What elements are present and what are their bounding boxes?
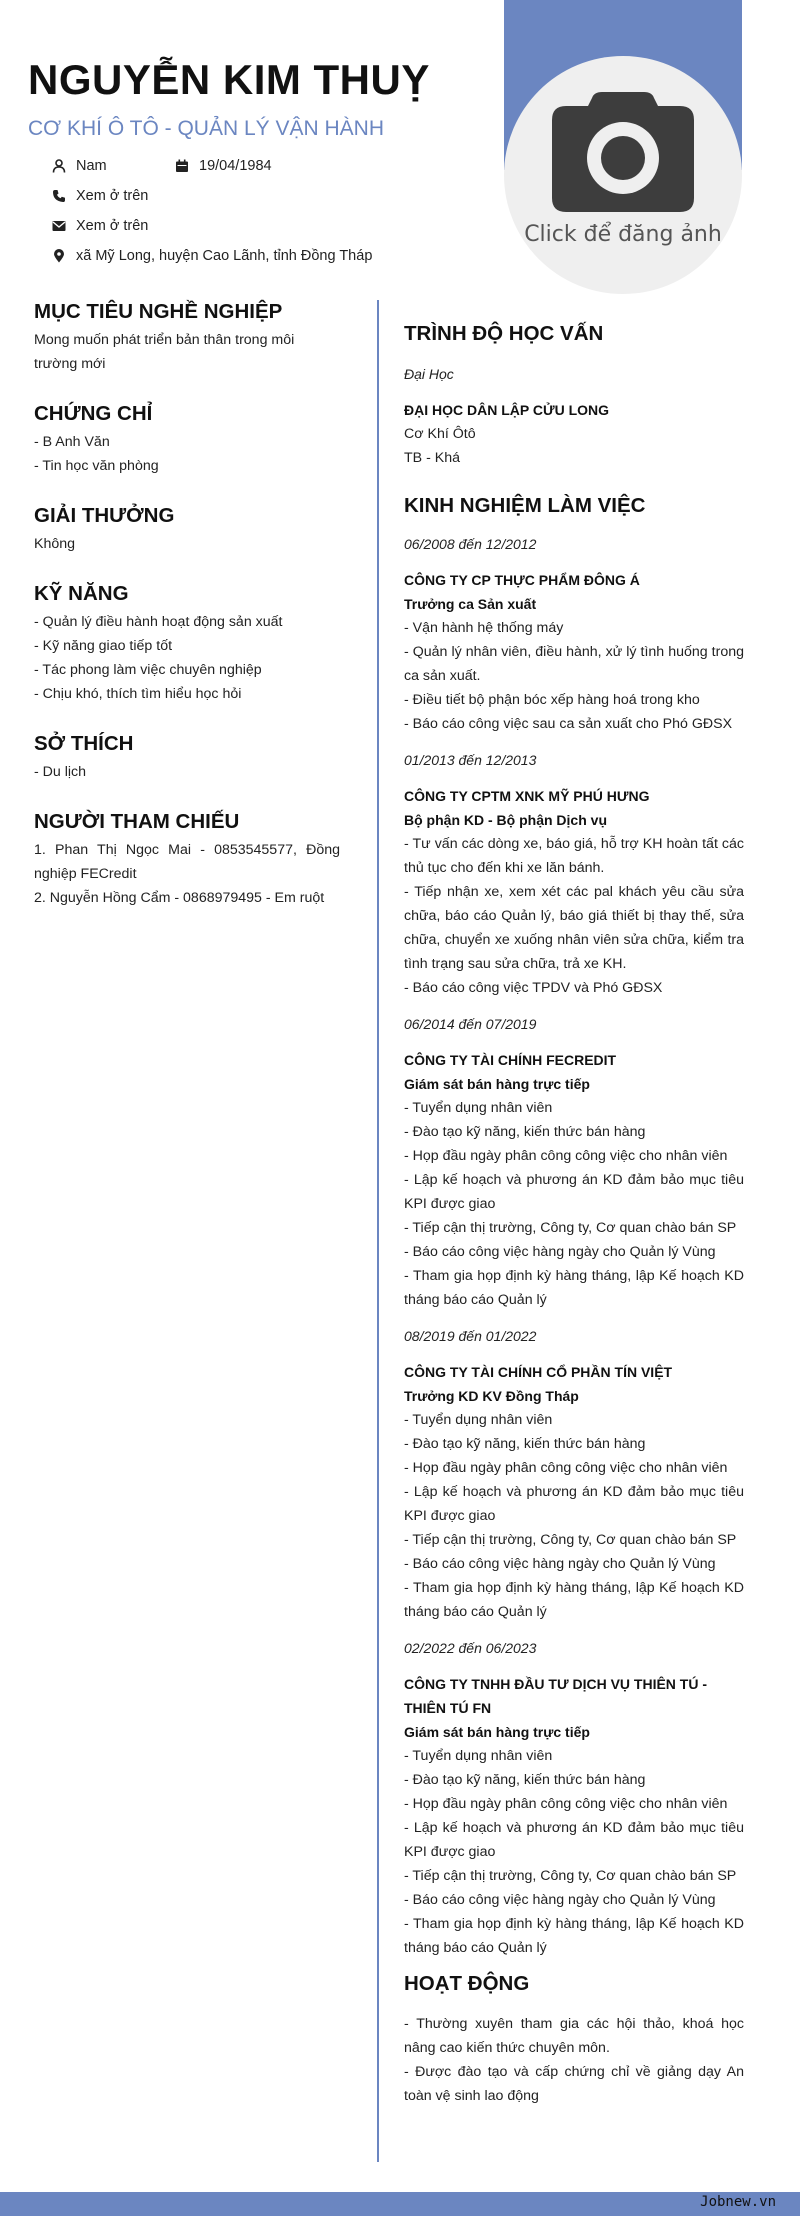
experience-duty: - Báo cáo công việc hàng ngày cho Quản lý Vùng xyxy=(404,1556,716,1572)
left-column xyxy=(34,300,340,940)
experience-duty: - Lập kế hoạch và phương án KD đảm bảo mục tiêu KPI được giao xyxy=(404,1820,744,1860)
list-item: - Quản lý điều hành hoạt động sản xuất xyxy=(34,614,283,630)
experience-position: Giám sát bán hàng trực tiếp xyxy=(404,1724,590,1740)
experience-duty: - Tiếp nhận xe, xem xét các pal khách yêu cầu sửa chữa, báo cáo Quản lý, báo giá thiết bị thay thế, sửa chữa, chuyển xe xuống nhân viên sửa chữa, kiểm tra tình trạng sau sửa chữa, trả xe KH. xyxy=(404,884,744,972)
activities-heading: HOẠT ĐỘNG xyxy=(404,1972,530,1995)
objective-heading: MỤC TIÊU NGHỀ NGHIỆP xyxy=(34,300,283,323)
experience-period: 02/2022 đến 06/2023 xyxy=(404,1640,537,1656)
education-heading: TRÌNH ĐỘ HỌC VẤN xyxy=(404,322,604,345)
birthday-value: 19/04/1984 xyxy=(199,158,272,174)
experience-duty: - Lập kế hoạch và phương án KD đảm bảo mục tiêu KPI được giao xyxy=(404,1484,744,1524)
list-item: - B Anh Văn xyxy=(34,434,110,450)
map-pin-icon xyxy=(52,249,66,263)
list-item: - Kỹ năng giao tiếp tốt xyxy=(34,638,173,654)
address-value: xã Mỹ Long, huyện Cao Lãnh, tỉnh Đồng Tháp xyxy=(76,248,373,264)
experience-item xyxy=(404,532,744,736)
experience-heading: KINH NGHIỆM LÀM VIỆC xyxy=(404,494,646,517)
contact-birthday xyxy=(175,158,272,174)
certificates-heading: CHỨNG CHỈ xyxy=(34,402,153,425)
experience-duty: - Tuyển dụng nhân viên xyxy=(404,1748,553,1764)
right-column xyxy=(404,322,744,2108)
contact-gender xyxy=(52,158,107,174)
experience-duty: - Điều tiết bộ phận bóc xếp hàng hoá trong kho xyxy=(404,692,700,708)
contact-phone xyxy=(52,188,148,204)
experience-duty: - Báo cáo công việc sau ca sản xuất cho Phó GĐSX xyxy=(404,716,733,732)
candidate-name: NGUYỄN KIM THUỴ xyxy=(28,56,430,103)
gender-value: Nam xyxy=(76,158,107,174)
experience-item xyxy=(404,1636,744,1960)
experience-position: Trưởng ca Sản xuất xyxy=(404,596,537,612)
photo-upload-label: Click để đăng ảnh xyxy=(524,222,722,247)
experience-period: 06/2008 đến 12/2012 xyxy=(404,536,537,552)
email-value: Xem ở trên xyxy=(76,218,149,234)
phone-icon xyxy=(52,189,66,203)
experience-duty: - Đào tạo kỹ năng, kiến thức bán hàng xyxy=(404,1772,646,1788)
experience-duty: - Tham gia họp định kỳ hàng tháng, lập Kế hoạch KD tháng báo cáo Quản lý xyxy=(404,1916,744,1956)
experience-duty: - Vận hành hệ thống máy xyxy=(404,620,564,636)
education-grade: TB - Khá xyxy=(404,450,460,466)
experience-item xyxy=(404,748,744,1000)
skills-section xyxy=(34,582,340,706)
column-divider xyxy=(377,300,379,2162)
experience-period: 08/2019 đến 01/2022 xyxy=(404,1328,537,1344)
experience-item xyxy=(404,1012,744,1312)
job-title: CƠ KHÍ Ô TÔ - QUẢN LÝ VẬN HÀNH xyxy=(28,117,385,140)
education-level: Đại Học xyxy=(404,366,454,382)
awards-heading: GIẢI THƯỞNG xyxy=(34,504,175,527)
envelope-icon xyxy=(52,219,66,233)
certificates-section xyxy=(34,402,340,478)
experience-duty: - Tuyển dụng nhân viên xyxy=(404,1412,553,1428)
references-section xyxy=(34,810,340,910)
list-item: - Tin học văn phòng xyxy=(34,458,159,474)
experience-duty: - Tiếp cận thị trường, Công ty, Cơ quan chào bán SP xyxy=(404,1532,737,1548)
references-heading: NGƯỜI THAM CHIẾU xyxy=(34,810,240,833)
education-school: ĐẠI HỌC DÂN LẬP CỬU LONG xyxy=(404,402,610,418)
contact-address xyxy=(52,248,372,264)
experience-section xyxy=(404,494,744,1960)
footer-bar xyxy=(0,2192,800,2216)
experience-duty: - Tham gia họp định kỳ hàng tháng, lập Kế hoạch KD tháng báo cáo Quản lý xyxy=(404,1268,744,1308)
experience-duty: - Tuyển dụng nhân viên xyxy=(404,1100,553,1116)
list-item: - Được đào tạo và cấp chứng chỉ về giảng dạy An toàn vệ sinh lao động xyxy=(404,2064,744,2104)
experience-duty: - Tham gia họp định kỳ hàng tháng, lập Kế hoạch KD tháng báo cáo Quản lý xyxy=(404,1580,744,1620)
person-icon xyxy=(52,159,66,173)
experience-company: CÔNG TY TÀI CHÍNH FECREDIT xyxy=(404,1052,617,1068)
experience-duty: - Báo cáo công việc TPDV và Phó GĐSX xyxy=(404,980,663,996)
experience-company: CÔNG TY TNHH ĐẦU TƯ DỊCH VỤ THIÊN TÚ - THIÊN TÚ FN xyxy=(404,1676,708,1716)
experience-duty: - Họp đầu ngày phân công công việc cho nhân viên xyxy=(404,1460,728,1476)
list-item: - Thường xuyên tham gia các hội thảo, khoá học nâng cao kiến thức chuyên môn. xyxy=(404,2016,744,2056)
activities-section xyxy=(404,1972,744,2108)
footer-brand[interactable]: Jobnew.vn xyxy=(700,2194,776,2210)
experience-duty: - Họp đầu ngày phân công công việc cho nhân viên xyxy=(404,1148,728,1164)
list-item: - Tác phong làm việc chuyên nghiệp xyxy=(34,662,262,678)
experience-item xyxy=(404,1324,744,1624)
list-item: 1. Phan Thị Ngọc Mai - 0853545577, Đồng nghiệp FECredit xyxy=(34,842,340,882)
awards-section xyxy=(34,504,340,556)
objective-section xyxy=(34,300,340,376)
hobbies-section xyxy=(34,732,340,784)
experience-duty: - Quản lý nhân viên, điều hành, xử lý tình huống trong ca sản xuất. xyxy=(404,644,744,684)
experience-period: 06/2014 đến 07/2019 xyxy=(404,1016,537,1032)
experience-duty: - Đào tạo kỹ năng, kiến thức bán hàng xyxy=(404,1436,646,1452)
experience-duty: - Họp đầu ngày phân công công việc cho nhân viên xyxy=(404,1796,728,1812)
experience-duty: - Đào tạo kỹ năng, kiến thức bán hàng xyxy=(404,1124,646,1140)
skills-heading: KỸ NĂNG xyxy=(34,582,129,605)
list-item: Không xyxy=(34,536,76,552)
experience-duty: - Báo cáo công việc hàng ngày cho Quản lý Vùng xyxy=(404,1892,716,1908)
experience-company: CÔNG TY TÀI CHÍNH CỔ PHẦN TÍN VIỆT xyxy=(404,1364,673,1380)
experience-duty: - Lập kế hoạch và phương án KD đảm bảo mục tiêu KPI được giao xyxy=(404,1172,744,1212)
camera-icon xyxy=(552,90,694,212)
list-item: 2. Nguyễn Hồng Cẩm - 0868979495 - Em ruột xyxy=(34,890,325,906)
contact-email xyxy=(52,218,148,234)
phone-value: Xem ở trên xyxy=(76,188,149,204)
experience-position: Bộ phận KD - Bộ phận Dịch vụ xyxy=(404,812,607,828)
experience-position: Giám sát bán hàng trực tiếp xyxy=(404,1076,590,1092)
experience-list xyxy=(404,532,744,1960)
experience-duty: - Tư vấn các dòng xe, báo giá, hỗ trợ KH hoàn tất các thủ tục cho đến khi xe lăn bánh. xyxy=(404,836,744,876)
experience-period: 01/2013 đến 12/2013 xyxy=(404,752,537,768)
hobbies-heading: SỞ THÍCH xyxy=(34,732,134,755)
experience-duty: - Tiếp cận thị trường, Công ty, Cơ quan chào bán SP xyxy=(404,1220,737,1236)
list-item: - Du lịch xyxy=(34,764,87,780)
experience-company: CÔNG TY CP THỰC PHẨM ĐÔNG Á xyxy=(404,572,640,588)
education-major: Cơ Khí Ôtô xyxy=(404,426,476,442)
experience-position: Trưởng KD KV Đồng Tháp xyxy=(404,1388,579,1404)
objective-text: Mong muốn phát triển bản thân trong môi trường mới xyxy=(34,332,295,372)
calendar-icon xyxy=(175,159,189,173)
experience-company: CÔNG TY CPTM XNK MỸ PHÚ HƯNG xyxy=(404,788,650,804)
education-section xyxy=(404,322,744,470)
photo-upload[interactable] xyxy=(504,56,742,294)
list-item: - Chịu khó, thích tìm hiểu học hỏi xyxy=(34,686,242,702)
experience-duty: - Tiếp cận thị trường, Công ty, Cơ quan chào bán SP xyxy=(404,1868,737,1884)
experience-duty: - Báo cáo công việc hàng ngày cho Quản lý Vùng xyxy=(404,1244,716,1260)
